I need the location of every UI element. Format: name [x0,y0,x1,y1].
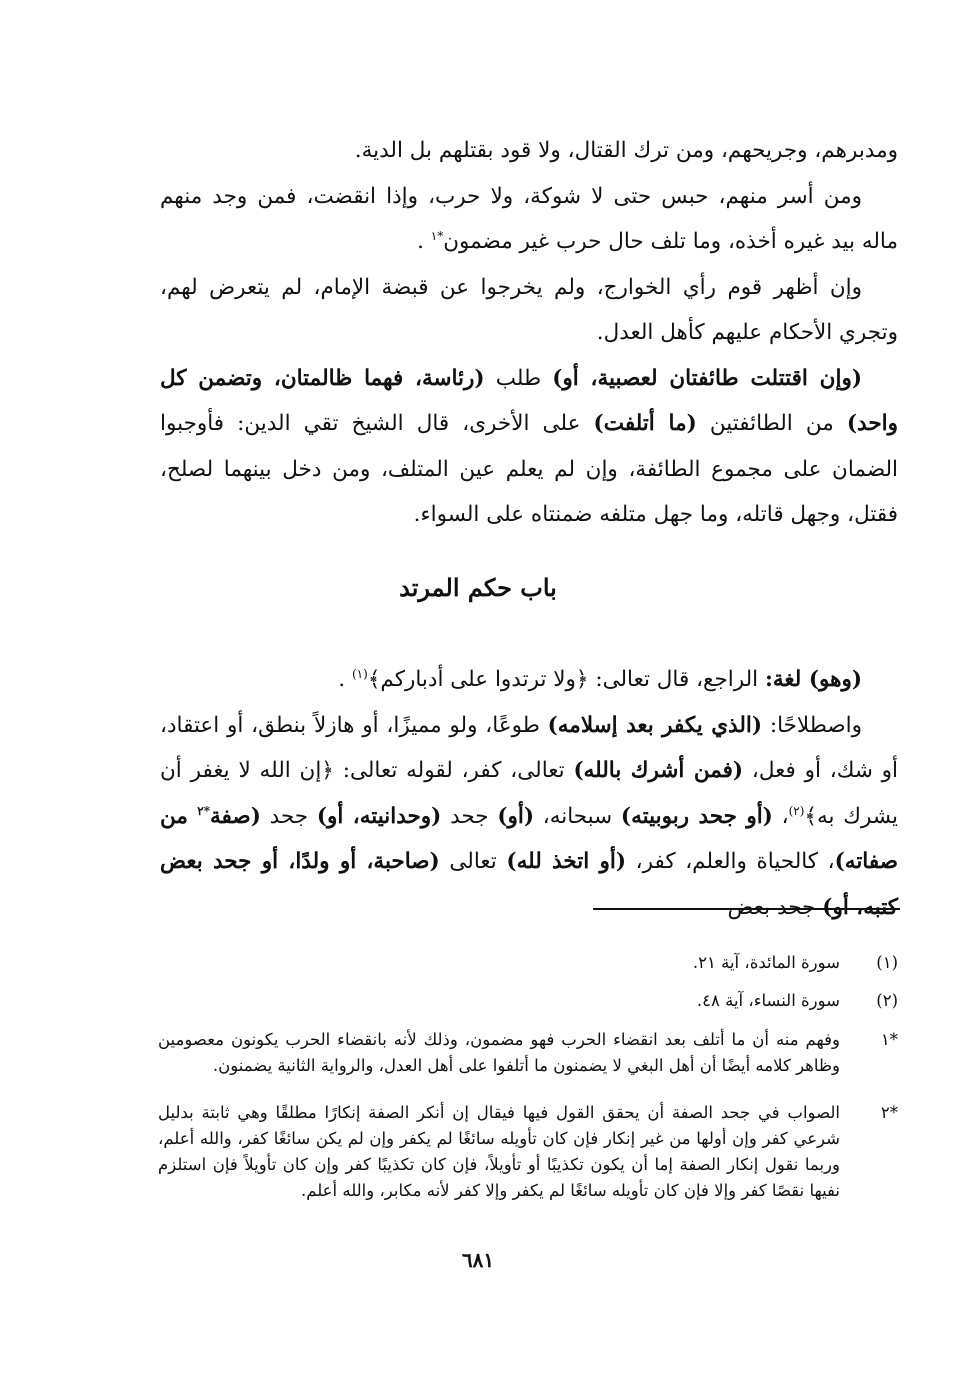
main-text-top [160,128,898,538]
footnote-number: (٢) [876,991,898,1010]
footnote-divider [593,908,900,910]
footnote-number: *٢ [880,1103,898,1122]
footnote-item [158,1100,898,1204]
page-number: ٦٨١ [461,1248,495,1272]
footnote-item [158,1027,898,1079]
footnote-item [158,950,898,976]
chapter-heading: باب حكم المرتد [399,573,557,602]
paragraph-khawarij: وإن أظهر قوم رأي الخوارج، ولم يخرجوا عن قبضة الإمام، لم يتعرض لهم، وتجري الأحكام عليهم كأهل العدل. [160,274,898,345]
main-text-bottom [160,657,898,930]
paragraph-definition-technical: واصطلاحًا: (الذي يكفر بعد إسلامه) طوعًا، ولو مميزًا، أو هازلاً بنطق، أو اعتقاد، أو شك، أو فعل، (فمن أشرك بالله) تعالى، كفر، لقوله تعالى: ﴿إن الله لا يغفر أن يشرك به﴾$^{(٢)}$، (أو جحد ربوبيته) سبحانه، (أو) جحد (وحدانيته، أو) جحد (صفة$^{*٢}$ من صفاته)، كالحياة والعلم، كفر، (أو اتخذ لله) تعالى (صاحبة، أو ولدًا، أو جحد بعض كتبه، أو) جحد بعض [160,712,899,920]
footnote-ref: (١) [351,666,368,681]
footnote-text: الصواب في جحد الصفة أن يحقق القول فيها فيقال إن أنكر الصفة إنكارًا مطلقًا وهي ثابتة بدليل شرعي كفر وإن أولها من غير إنكار فإن كان تأويله سائغًا لم يكفر وإن لم يكن سائغًا كفر، والله أعلم، وربما نقول إنكار الصفة إما أن يكون تكذيبًا أو تأويلاً، فإن كان تكذيبًا كفر وإن كان تأويلاً فإن استلزم نفيها نقصًا كفر وإلا فإن كان تأويله سائغًا لم يكفر وإلا كفر لأنه مكابر، والله أعلم. [158,1103,840,1200]
paragraph-captives: ومن أسر منهم، حبس حتى لا شوكة، ولا حرب، وإذا انقضت، فمن وجد منهم ماله بيد غيره أخذه، وما تلف حال حرب غير مضمون$^{*١}$ . [160,183,898,254]
footnote-marker: *١ [430,228,444,243]
footnote-marker: *٢ [197,803,211,818]
footnote-number: (١) [876,953,898,972]
footnote-text: سورة النساء، آية ٤٨. [696,991,840,1010]
footnote-item [158,988,898,1014]
footnote-ref: (٢) [788,803,805,818]
footnote-text: سورة المائدة، آية ٢١. [692,953,840,972]
paragraph-line1: ومدبرهم، وجريحهم، ومن ترك القتال، ولا قود بقتلهم بل الدية. [354,138,898,163]
footnote-number: *١ [880,1030,898,1049]
paragraph-definition-linguistic: (وهو) لغة: الراجع، قال تعالى: ﴿ولا ترتدوا على أدباركم﴾$^{(١)}$ . [338,666,862,692]
footnote-text: وفهم منه أن ما أتلف بعد انقضاء الحرب فهو مضمون، وذلك لأنه بانقضاء الحرب يكونون معصومين وظاهر كلامه أيضًا أن أهل البغي لا يضمنون ما أتلفوا على أهل العدل، والرواية الثانية يضمنون. [158,1030,840,1075]
paragraph-two-factions: (وإن اقتتلت طائفتان لعصبية، أو) طلب (رئاسة، فهما ظالمتان، وتضمن كل واحد) من الطائفتين (ما أتلفت) على الأخرى، قال الشيخ تقي الدين: فأوجبوا الضمان على مجموع الطائفة، وإن لم يعلم عين المتلف، ومن دخل بينهما لصلح، فقتل، وجهل قاتله، وما جهل متلفه ضمنتاه على السواء. [160,365,898,527]
